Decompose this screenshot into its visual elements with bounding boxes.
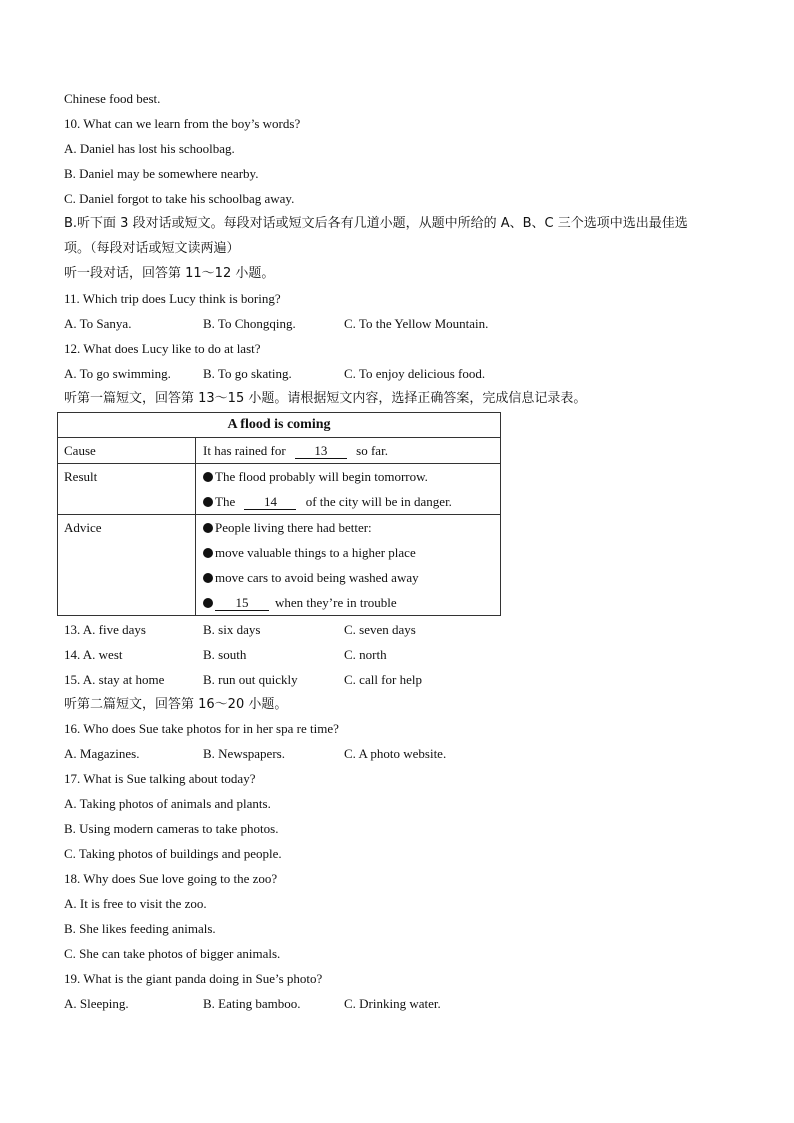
option-18b: B. She likes feeding animals. — [64, 921, 216, 936]
option-10b: B. Daniel may be somewhere nearby. — [64, 166, 259, 181]
option-13b: B. six days — [203, 622, 261, 637]
option-19b: B. Eating bamboo. — [203, 996, 301, 1011]
advice-value — [196, 515, 501, 616]
bullet-icon — [203, 598, 213, 608]
table-title: A flood is coming — [58, 413, 501, 438]
dialogue-1-instruction: 听一段对话，回答第 11～12 小题。 — [64, 266, 275, 281]
result-2-text-end: of the city will be in danger. — [305, 494, 452, 509]
result-label: Result — [58, 464, 196, 515]
bullet-icon — [203, 573, 213, 583]
option-11b: B. To Chongqing. — [203, 316, 296, 331]
advice-3: move cars to avoid being washed away — [215, 570, 419, 585]
text-line: Chinese food best. — [64, 91, 161, 106]
bullet-icon — [203, 497, 213, 507]
option-14c: C. north — [344, 647, 387, 662]
advice-2: move valuable things to a higher place — [215, 545, 416, 560]
bullet-icon — [203, 548, 213, 558]
option-13a: 13. A. five days — [64, 622, 146, 637]
option-15c: C. call for help — [344, 672, 422, 687]
advice-label: Advice — [58, 515, 196, 616]
option-16c: C. A photo website. — [344, 746, 447, 761]
option-16a: A. Magazines. — [64, 746, 140, 761]
blank-15: 15 — [215, 596, 269, 611]
option-10c: C. Daniel forgot to take his schoolbag away. — [64, 191, 295, 206]
question-17: 17. What is Sue talking about today? — [64, 771, 256, 786]
advice-1: People living there had better: — [215, 520, 372, 535]
result-1: The flood probably will begin tomorrow. — [215, 469, 428, 484]
cause-label: Cause — [58, 438, 196, 464]
question-18: 18. Why does Sue love going to the zoo? — [64, 871, 278, 886]
option-17b: B. Using modern cameras to take photos. — [64, 821, 279, 836]
option-14a: 14. A. west — [64, 647, 123, 662]
bullet-icon — [203, 523, 213, 533]
info-record-table — [57, 412, 501, 616]
option-12a: A. To go swimming. — [64, 366, 171, 381]
option-12c: C. To enjoy delicious food. — [344, 366, 486, 381]
result-value — [196, 464, 501, 515]
question-16: 16. Who does Sue take photos for in her spa re time? — [64, 721, 339, 736]
question-12: 12. What does Lucy like to do at last? — [64, 341, 261, 356]
option-17a: A. Taking photos of animals and plants. — [64, 796, 271, 811]
option-17c: C. Taking photos of buildings and people. — [64, 846, 282, 861]
cause-value — [196, 438, 501, 464]
advice-4: when they’re in trouble — [275, 595, 397, 610]
passage-1-instruction: 听第一篇短文，回答第 13～15 小题。请根据短文内容，选择正确答案，完成信息记录表。 — [64, 391, 587, 406]
cause-text: It has rained for — [203, 443, 286, 458]
passage-2-instruction: 听第二篇短文，回答第 16～20 小题。 — [64, 697, 288, 712]
option-15b: B. run out quickly — [203, 672, 298, 687]
option-19c: C. Drinking water. — [344, 996, 441, 1011]
result-2-text: The — [215, 494, 236, 509]
option-11c: C. To the Yellow Mountain. — [344, 316, 489, 331]
option-18a: A. It is free to visit the zoo. — [64, 896, 207, 911]
option-16b: B. Newspapers. — [203, 746, 285, 761]
option-10a: A. Daniel has lost his schoolbag. — [64, 141, 235, 156]
option-11a: A. To Sanya. — [64, 316, 132, 331]
question-10: 10. What can we learn from the boy’s words? — [64, 116, 301, 131]
option-12b: B. To go skating. — [203, 366, 292, 381]
section-b-instruction-2: 项。（每段对话或短文读两遍） — [64, 241, 240, 256]
blank-13: 13 — [295, 444, 347, 459]
option-13c: C. seven days — [344, 622, 416, 637]
option-19a: A. Sleeping. — [64, 996, 129, 1011]
option-18c: C. She can take photos of bigger animals. — [64, 946, 281, 961]
option-14b: B. south — [203, 647, 247, 662]
cause-text-end: so far. — [356, 443, 388, 458]
option-15a: 15. A. stay at home — [64, 672, 165, 687]
blank-14: 14 — [244, 495, 296, 510]
section-b-instruction: B.听下面 3 段对话或短文。每段对话或短文后各有几道小题，从题中所给的 A、B、C 三个选项中选出最佳选 — [64, 216, 688, 231]
question-11: 11. Which trip does Lucy think is boring? — [64, 291, 281, 306]
question-19: 19. What is the giant panda doing in Sue’s photo? — [64, 971, 323, 986]
bullet-icon — [203, 472, 213, 482]
